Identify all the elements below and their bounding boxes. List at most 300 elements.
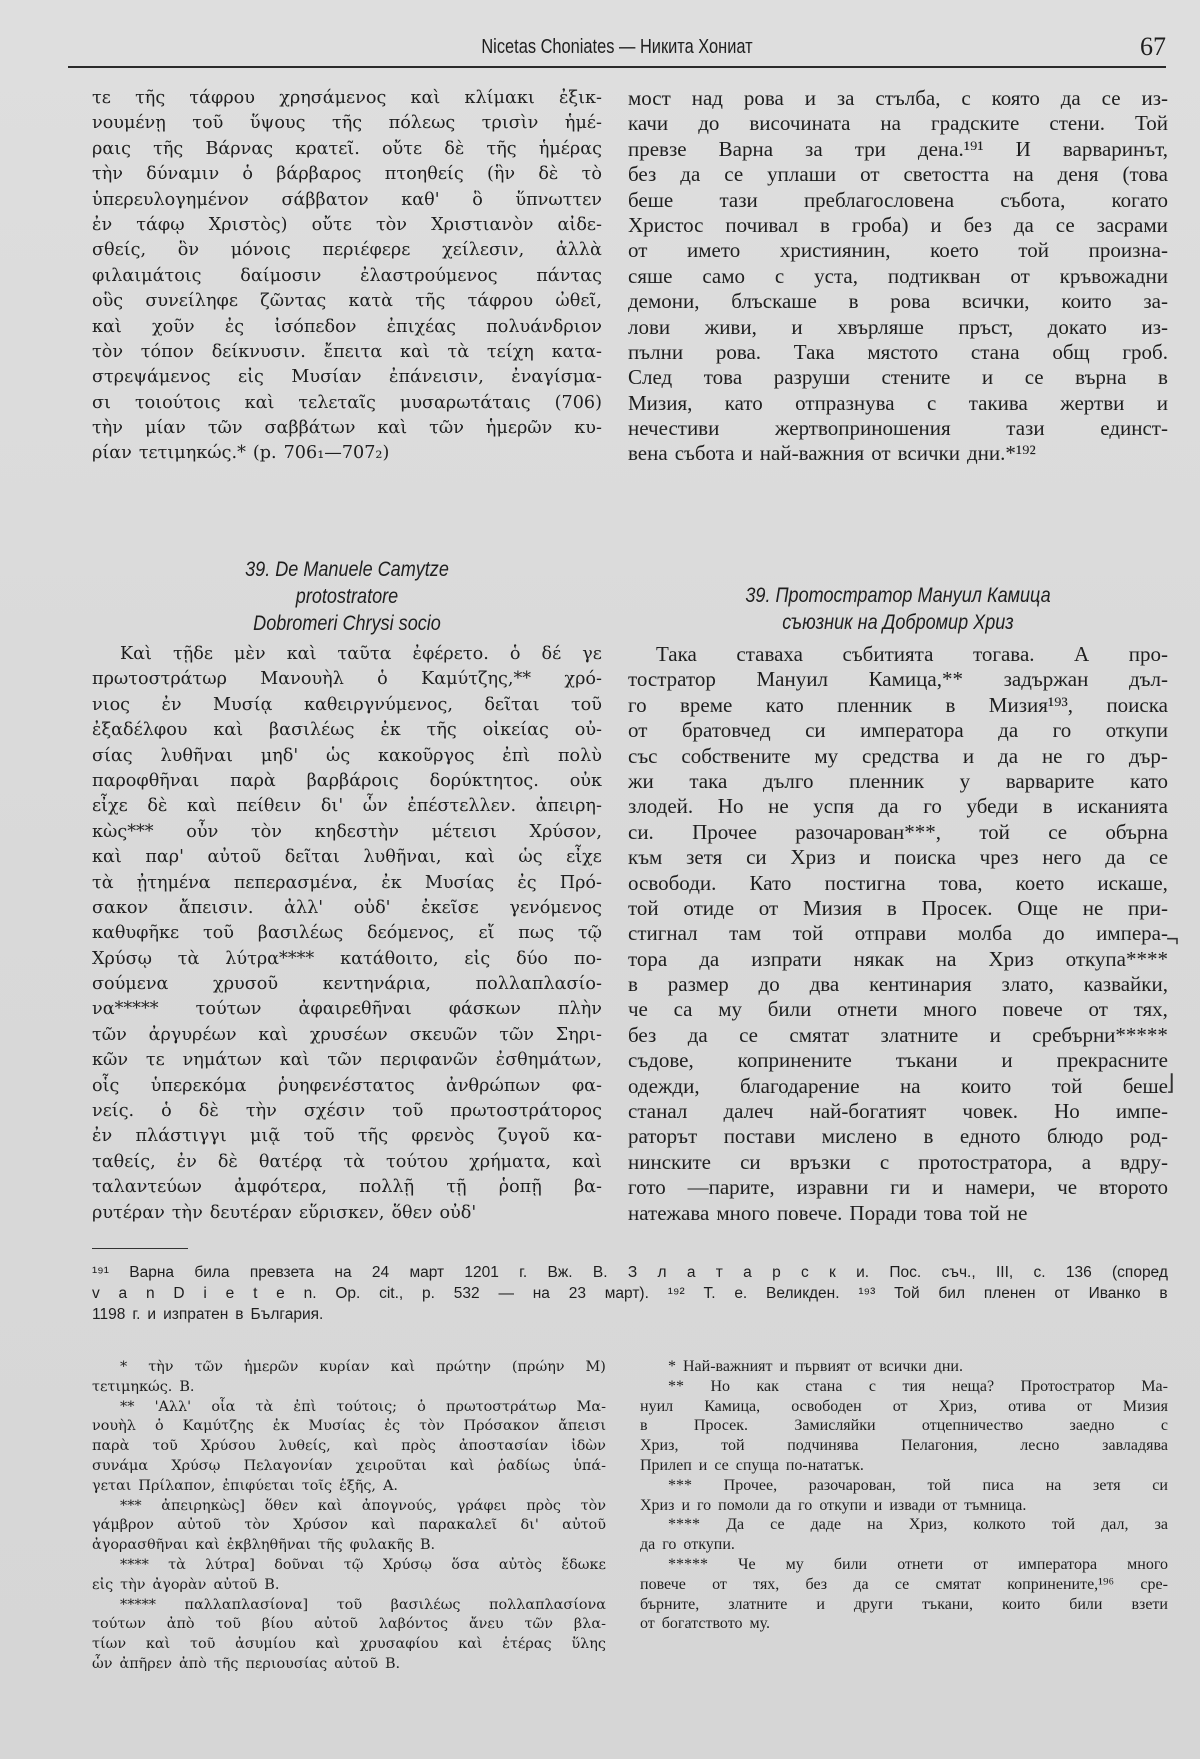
word: прекрасните xyxy=(1056,1048,1168,1073)
word: κηδεστὴν xyxy=(314,821,399,842)
word: 24 xyxy=(371,1264,390,1281)
word: завладява xyxy=(1102,1437,1168,1455)
word: βαρβάροις xyxy=(306,770,399,791)
word: τὰ xyxy=(447,341,470,362)
word: постави xyxy=(723,1124,796,1149)
word: πολλῇ xyxy=(359,1177,415,1198)
word: освободи. xyxy=(628,870,717,895)
word: смятат xyxy=(789,1022,850,1047)
word: той xyxy=(792,921,824,946)
greek-section-heading xyxy=(92,556,602,637)
word: жи xyxy=(628,768,654,793)
word: νείς. xyxy=(92,1101,135,1122)
word: и xyxy=(962,743,975,768)
word: λαβόντος xyxy=(378,1616,449,1633)
word: εἰς xyxy=(92,1576,114,1593)
text-line xyxy=(640,1595,1168,1615)
word: τούτοις; xyxy=(336,1398,397,1415)
word: καὶ xyxy=(317,1497,343,1514)
text-line xyxy=(92,921,602,946)
word: ἀγορασθῆναι xyxy=(92,1537,189,1554)
word: Χρύσῳ xyxy=(171,1457,221,1474)
word: δύναμιν xyxy=(146,164,220,185)
word: αὐτοῦ xyxy=(177,1517,222,1534)
word: размер xyxy=(667,972,729,997)
word: той xyxy=(927,1476,951,1494)
word: дъл- xyxy=(1128,667,1168,692)
text-line xyxy=(628,972,1168,997)
word: и xyxy=(804,86,816,110)
word: убеди xyxy=(966,794,1019,819)
word: τῆς xyxy=(357,1126,389,1147)
word: откупи xyxy=(819,1496,867,1514)
word: го xyxy=(628,692,647,717)
word: Μα- xyxy=(576,1398,606,1415)
word: на xyxy=(880,111,901,136)
word: да xyxy=(998,718,1019,743)
word: Още xyxy=(1017,895,1058,920)
text-line xyxy=(640,1377,1168,1397)
word: ὑπερεκόμα xyxy=(150,1075,247,1096)
word: Протостратор xyxy=(1020,1377,1115,1395)
text-line xyxy=(628,162,1168,187)
word: Καμύτζης,** xyxy=(421,669,532,690)
text-line xyxy=(92,1124,602,1149)
word: ὁ xyxy=(154,1418,164,1435)
word: ἐς xyxy=(224,316,245,337)
word: му xyxy=(785,1555,804,1573)
word: протостратора, xyxy=(918,1149,1053,1174)
word: дал, xyxy=(1101,1516,1129,1534)
word: ἔδωκε xyxy=(561,1556,606,1573)
word: κεντηνάρια, xyxy=(322,974,431,995)
word: χοῦν xyxy=(151,316,195,337)
word: πρωτοστράτωρ xyxy=(446,1398,557,1415)
word: колкото xyxy=(973,1516,1026,1534)
word: от xyxy=(1077,1397,1092,1415)
word: тази xyxy=(719,187,758,212)
word: καὶ xyxy=(390,1359,415,1375)
word: неща? xyxy=(951,1377,995,1395)
word: ¹⁹³ xyxy=(858,1285,876,1302)
word: καθυφῆκε xyxy=(92,923,180,944)
word: обърна xyxy=(1105,819,1168,844)
word: и xyxy=(681,1496,690,1514)
word: ἀμφότερα, xyxy=(234,1177,327,1198)
word: ἐκεῖσε xyxy=(421,897,479,918)
word: събота, xyxy=(1000,187,1066,212)
word: казвайки, xyxy=(1083,972,1168,997)
word: в xyxy=(1158,365,1168,390)
word: молба xyxy=(957,921,1012,946)
word: Но xyxy=(717,794,744,819)
word: κα- xyxy=(573,1126,602,1147)
word: (това xyxy=(1122,162,1168,187)
word: οὐδ' xyxy=(353,897,391,918)
word: той xyxy=(1051,1073,1083,1098)
word: успя xyxy=(813,794,854,819)
word: отнети xyxy=(837,997,898,1022)
text-line xyxy=(92,188,602,213)
word: беше xyxy=(628,187,674,212)
word: стигнал xyxy=(628,921,698,946)
word: Мизия, xyxy=(628,390,693,415)
word: той xyxy=(1051,1516,1076,1534)
word: παρὰ xyxy=(230,770,276,791)
word: τῆς xyxy=(153,138,184,159)
word: ἐν xyxy=(161,694,182,715)
word: τὴν xyxy=(92,418,123,439)
word: κρατεῖ. xyxy=(295,138,360,159)
word: Βάρνας xyxy=(205,138,274,159)
word: стана xyxy=(970,339,1020,364)
text-line xyxy=(628,794,1168,819)
word: τελεταῖς xyxy=(298,392,376,413)
word: σακον xyxy=(92,897,149,918)
text-line xyxy=(640,1397,1168,1417)
text-line xyxy=(92,441,602,466)
word: над xyxy=(691,86,723,110)
word: αὐτοῦ xyxy=(207,847,262,868)
word: се xyxy=(1149,845,1168,870)
text-line xyxy=(628,340,1168,365)
word: Т. xyxy=(703,1285,716,1302)
text-line xyxy=(92,1201,602,1226)
word: с. xyxy=(1033,1264,1046,1281)
word: жертвоприношения xyxy=(775,416,951,441)
word: καὶ xyxy=(410,88,441,108)
section-heading-line: Dobromeri Chrysi socio xyxy=(253,612,441,635)
word: ἀπὸ xyxy=(166,1616,195,1633)
word: Иванко xyxy=(1088,1285,1141,1302)
word: παρακαλεῖ xyxy=(418,1517,498,1534)
text-line xyxy=(92,1417,606,1437)
word: τάφρου xyxy=(467,291,534,312)
word: ¹⁹¹ xyxy=(92,1264,109,1281)
word: * xyxy=(120,1359,128,1375)
word: ὡς xyxy=(325,745,351,766)
word: Μυσίας xyxy=(308,1418,366,1435)
text-line xyxy=(628,188,1168,213)
text-line xyxy=(628,642,1168,667)
word: ὃν xyxy=(177,240,200,261)
word: нуил xyxy=(640,1397,674,1415)
word: ἐξικ- xyxy=(558,88,602,108)
text-line xyxy=(628,845,1168,870)
word: ὧν xyxy=(92,1655,113,1672)
word: първият xyxy=(795,1358,851,1375)
word: демони, xyxy=(628,289,700,314)
text-line xyxy=(628,744,1168,769)
word: κλίμακι xyxy=(464,88,535,108)
word: дълго xyxy=(762,768,814,793)
word: Великден. xyxy=(766,1285,840,1302)
word: гроба) xyxy=(851,212,909,237)
word: τῶν xyxy=(194,1359,223,1375)
text-line xyxy=(92,947,602,972)
word: съдове, xyxy=(628,1048,694,1073)
word: (p. xyxy=(252,443,277,464)
word: βασιλέως xyxy=(269,720,355,741)
text-line xyxy=(92,896,602,921)
word: ἐπὶ xyxy=(293,1398,317,1415)
word: за xyxy=(805,136,823,161)
word: в xyxy=(848,289,859,314)
word: Просек. xyxy=(921,895,993,920)
section-heading-line: protostratore xyxy=(295,585,399,608)
word: παρ' xyxy=(145,847,184,868)
word: ἀπογνούς, xyxy=(361,1497,438,1514)
word: импе- xyxy=(1115,1099,1168,1124)
word: си. xyxy=(628,819,654,844)
word: от xyxy=(640,1615,655,1633)
word: намери, xyxy=(965,1175,1036,1200)
word: били xyxy=(767,997,812,1022)
word: καὶ xyxy=(371,1517,396,1534)
word: стени. xyxy=(1049,111,1105,136)
word: βασιλέως xyxy=(257,923,344,944)
word: След xyxy=(628,365,673,390)
text-line xyxy=(92,1477,606,1497)
word: τοῦ xyxy=(303,1126,335,1147)
word: бърните, xyxy=(640,1595,700,1613)
word: A. xyxy=(383,1477,398,1494)
word: смятат xyxy=(935,1575,981,1593)
word: Да xyxy=(726,1516,745,1534)
word: φα- xyxy=(571,1075,602,1096)
word: г. xyxy=(132,1306,141,1323)
word: Но xyxy=(710,1377,731,1395)
word: второто xyxy=(1099,1175,1168,1200)
word: само xyxy=(702,263,746,288)
word: ῥαδίως xyxy=(497,1457,550,1474)
word: в xyxy=(640,1417,648,1435)
word: той xyxy=(1018,238,1050,263)
word: да xyxy=(699,946,720,971)
word: всички xyxy=(897,441,960,466)
word: изпратен xyxy=(163,1306,229,1323)
word: ἐν xyxy=(92,214,113,235)
word: τετιμηκώς. xyxy=(92,1378,173,1395)
word: ἡμερῶν xyxy=(243,1359,299,1375)
word: и xyxy=(1156,390,1168,415)
word: ἡμερῶν xyxy=(485,418,553,439)
word: τῆς xyxy=(213,1655,239,1672)
word: πόλεως xyxy=(388,113,456,134)
word: без xyxy=(963,212,992,237)
word: да xyxy=(878,794,899,819)
word: καὶ xyxy=(450,1457,475,1474)
word: τίων xyxy=(92,1636,127,1653)
word: така xyxy=(689,768,728,793)
word: n xyxy=(145,1285,155,1302)
word: изпрати xyxy=(751,946,822,971)
word: Πρίλαπον, xyxy=(138,1477,216,1494)
word: и xyxy=(930,212,942,237)
word: засрами xyxy=(1096,212,1168,237)
word: Варна xyxy=(129,1264,175,1281)
word: март). xyxy=(604,1285,649,1302)
word: καθ' xyxy=(401,189,440,210)
word: не xyxy=(1041,743,1063,768)
text-line xyxy=(640,1456,1168,1476)
word: νουμένῃ xyxy=(92,113,166,134)
word: да xyxy=(775,1496,792,1514)
word: Καὶ xyxy=(120,644,152,664)
word: ***** xyxy=(120,1596,156,1613)
text-line xyxy=(640,1436,1168,1456)
word: в xyxy=(923,1124,934,1149)
text-line xyxy=(92,162,602,187)
word: лови xyxy=(628,314,671,339)
word: οἰκείας xyxy=(482,720,549,741)
word: били xyxy=(1069,1595,1103,1613)
word: πρωτοστράτωρ xyxy=(92,669,227,690)
word: Op. xyxy=(335,1285,361,1302)
word: ζυγοῦ xyxy=(497,1126,550,1147)
word: да xyxy=(1013,212,1034,237)
word: B. xyxy=(384,1655,401,1672)
word: νιος xyxy=(92,694,131,715)
word: което xyxy=(930,238,979,263)
word: са xyxy=(673,997,693,1022)
word: ταλαντεύων xyxy=(92,1177,202,1198)
text-line xyxy=(92,845,602,870)
word: 706₁—707₂) xyxy=(283,443,390,464)
text-line xyxy=(628,391,1168,416)
word: златните xyxy=(728,1595,788,1613)
word: Πρόσακον xyxy=(463,1418,540,1435)
word: πολλαπλασίο- xyxy=(475,974,602,995)
word: μίαν xyxy=(144,418,186,439)
text-line xyxy=(92,1457,606,1477)
word: ὕπνωττεν xyxy=(515,189,602,210)
word: Прочее xyxy=(692,819,757,844)
word: ἐκβληθῆναι xyxy=(226,1537,311,1554)
word: ἄπεισι xyxy=(558,1418,606,1435)
bulgarian-translation-notes xyxy=(640,1357,1168,1634)
text-line xyxy=(628,1175,1168,1200)
word: τὴν xyxy=(171,1202,203,1223)
word: λυθῆναι xyxy=(160,745,233,766)
word: καὶ xyxy=(92,847,122,868)
word: τῆς xyxy=(332,113,363,134)
word: Така xyxy=(793,339,835,364)
word: ὅσα xyxy=(451,1556,480,1573)
text-line xyxy=(92,1655,606,1675)
word: градските xyxy=(931,111,1020,136)
word: καὶ xyxy=(213,720,244,741)
word: κακοῦργος xyxy=(377,745,475,766)
word: и xyxy=(1001,1048,1013,1073)
text-line xyxy=(628,441,1168,466)
word: ἔπειτα xyxy=(323,341,383,362)
text-line xyxy=(92,1283,1168,1304)
word: ὑπερευλογημένον xyxy=(92,189,249,210)
section-heading-line: съюзник на Добромир Хриз xyxy=(782,611,1014,634)
word: Хриз xyxy=(790,845,836,870)
word: гото xyxy=(628,1175,666,1200)
word: пленник xyxy=(849,768,925,793)
text-line xyxy=(628,111,1168,136)
word: Христос xyxy=(628,212,704,237)
word: и xyxy=(859,845,871,870)
text-line xyxy=(92,86,602,111)
word: му. xyxy=(749,1615,770,1633)
word: ἀγορὰν xyxy=(152,1576,207,1593)
word: много xyxy=(923,997,977,1022)
word: τῶν xyxy=(429,418,464,439)
word: Μανουὴλ xyxy=(260,669,344,690)
margin-bracket-bottom: ⌋ xyxy=(1166,1070,1175,1095)
word: до xyxy=(698,111,720,136)
word: с xyxy=(879,1149,890,1174)
word: всички xyxy=(879,1358,927,1375)
word: Поради xyxy=(849,1200,917,1225)
word: стана xyxy=(805,1377,843,1395)
word: се xyxy=(770,1516,785,1534)
word: се xyxy=(739,1022,759,1047)
word: δεόμενος, xyxy=(367,923,455,944)
word: беше xyxy=(1122,1073,1168,1098)
word: живи, xyxy=(704,314,757,339)
word: се xyxy=(1024,365,1044,390)
word: Μυσίας xyxy=(424,872,495,893)
word: Като xyxy=(749,870,792,895)
word: това xyxy=(923,1200,963,1225)
word: δεῖται xyxy=(484,694,540,715)
word: да xyxy=(640,1536,656,1554)
word: от xyxy=(857,1358,873,1375)
word: сребърни***** xyxy=(1032,1022,1168,1047)
text-line xyxy=(92,1175,602,1200)
word: χρυσέων xyxy=(309,1024,388,1045)
word: λύτρα**** xyxy=(225,948,315,969)
word: от xyxy=(712,1575,727,1593)
text-line xyxy=(92,1615,606,1635)
word: συνάμα xyxy=(92,1457,149,1474)
text-line xyxy=(628,718,1168,743)
word: ἄνευ xyxy=(468,1616,504,1633)
greek-paragraph-1 xyxy=(92,86,602,467)
word: ἀπειρη- xyxy=(535,796,602,817)
word: събитията xyxy=(842,642,934,666)
word: раторът xyxy=(628,1124,698,1149)
word: тостратор xyxy=(628,667,716,692)
word: и xyxy=(873,1496,883,1514)
word: благодарение xyxy=(740,1073,860,1098)
text-line xyxy=(628,820,1168,845)
header-rule xyxy=(68,66,1166,68)
word: *** xyxy=(120,1497,142,1514)
word: Χρύσῳ xyxy=(92,948,152,969)
word: τῇδε xyxy=(173,644,213,664)
word: περιουσίας xyxy=(245,1655,328,1672)
word: общ xyxy=(1052,339,1090,364)
word: тогава. xyxy=(972,642,1035,666)
word: ἀλλὰ xyxy=(555,240,602,261)
section-heading-line: 39. Протостратор Мануил Камица xyxy=(745,584,1051,607)
word: τοῦ xyxy=(392,1101,424,1122)
word: отпразнува xyxy=(795,390,895,415)
word: ἐναγίσμα- xyxy=(511,367,602,388)
word: Че xyxy=(738,1555,756,1573)
text-line xyxy=(92,642,602,667)
word: Камица,** xyxy=(868,667,963,692)
word: D xyxy=(173,1285,185,1302)
word: Καμύτζης xyxy=(182,1418,254,1435)
word: от xyxy=(628,238,648,263)
